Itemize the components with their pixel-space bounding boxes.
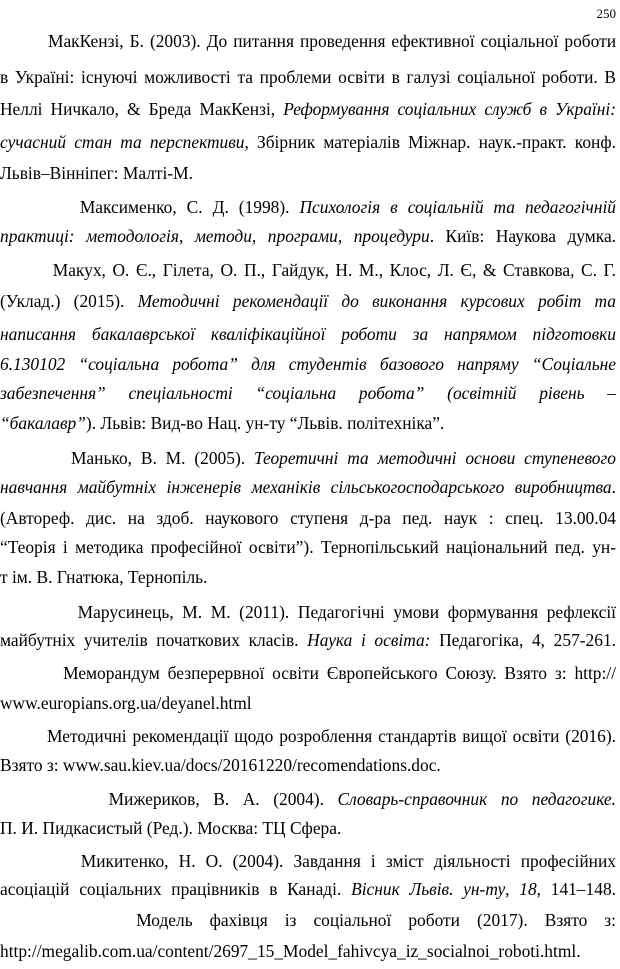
italic-text: забезпечення” спеціальності “соціальна робота” (: [0, 383, 453, 403]
italic-text: Методичні рекомендації до виконання курсових робіт та: [137, 291, 616, 311]
text-line: [0, 602, 616, 622]
text-line: [0, 910, 616, 930]
italic-text: навчання майбутніх інженерів механіків сільськогосподарського виробництва: [0, 477, 612, 497]
italic-text: 18: [519, 879, 537, 899]
text-line: [0, 789, 616, 809]
italic-text: Вісник Львів. ун-ту: [351, 879, 506, 899]
text-line: [0, 448, 616, 468]
text-span: т ім. В. Гнатюка, Тернопіль.: [0, 567, 208, 587]
text-line: [0, 851, 616, 871]
text-line: [0, 226, 616, 246]
text-line: [0, 31, 616, 51]
italic-text: Наука і освіта:: [307, 630, 431, 650]
text-line: [0, 291, 616, 311]
italic-text: Словарь-справочник по педагогике.: [337, 789, 616, 809]
text-span: Максименко, С. Д. (1998).: [0, 197, 300, 217]
text-line: [0, 818, 616, 838]
text-span: Макух, О. Є., Гілета, О. П., Гайдук, Н. М., Клос, Л. Є, & Ставкова, С. Г.: [0, 260, 616, 280]
text-line: [0, 508, 616, 528]
text-line: [0, 726, 616, 746]
text-span: П. И. Пидкасистый (Ред.). Москва: ТЦ Сфера.: [0, 818, 342, 838]
italic-text: сучасний стан та перспективи: [0, 132, 245, 152]
text-span: .: [611, 477, 616, 497]
text-span: www.europians.org.ua/deyanel.html: [0, 693, 252, 713]
text-line: [0, 879, 616, 899]
text-line: [0, 630, 616, 650]
text-line: [0, 354, 616, 374]
text-line: [0, 99, 616, 119]
text-line: [0, 383, 616, 403]
text-span: ). Львів: Вид-во Нац. ун-ту “Львів. політехніка”.: [85, 413, 445, 433]
text-span: Манько, В. М. (2005).: [0, 448, 254, 468]
text-span: . Київ: Наукова думка.: [429, 226, 617, 246]
text-line: [0, 567, 616, 587]
text-span: , Збірник матеріалів Міжнар. наук.-практ. конф.: [244, 132, 616, 152]
text-span: Неллі Ничкало, & Бреда МакКензі,: [0, 99, 284, 119]
text-span: “Теорія і методика професійної освіти”). Тернопільський національний пед. ун-: [0, 537, 616, 557]
text-line: [0, 413, 616, 433]
text-span: майбутніх учителів початкових класів.: [0, 630, 308, 650]
text-line: [0, 132, 616, 152]
text-span: асоціацій соціальних працівників в Канаді.: [0, 879, 352, 899]
text-span: , 141–148.: [536, 879, 616, 899]
text-span: ,: [505, 879, 520, 899]
italic-text: “бакалавр”: [0, 413, 86, 433]
text-line: [0, 693, 616, 713]
text-span: (Уклад.) (2015).: [0, 291, 138, 311]
text-span: Меморандум безперервної освіти Європейського Союзу. Взято з: http://: [0, 663, 616, 683]
italic-text: Реформування соціальних служб в Україні:: [283, 99, 616, 119]
italic-text: написання бакалаврської кваліфікаційної роботи за напрямом підготовки: [0, 324, 616, 344]
text-span: Педагогіка, 4, 257-261.: [430, 630, 616, 650]
text-span: Марусинець, М. М. (2011). Педагогічні умови формування рефлексії: [0, 602, 616, 622]
italic-text: 6.130102 “соціальна робота” для студентів базового напряму “Соціальне: [0, 354, 616, 374]
italic-text: практиці: методологія, методи, програми, процедури: [0, 226, 430, 246]
italic-text: освітній рівень –: [452, 383, 616, 403]
text-line: [0, 67, 616, 87]
text-line: [0, 163, 616, 183]
text-span: Львів–Вінніпег: Малті-М.: [0, 163, 193, 183]
text-span: (Автореф. дис. на здоб. наукового ступеня д-ра пед. наук : спец. 13.00.04: [0, 508, 616, 528]
text-line: [0, 663, 616, 683]
text-line: [0, 324, 616, 344]
page-number: 250: [596, 6, 616, 21]
text-line: [0, 260, 616, 280]
text-span: Взято з: www.sau.kiev.ua/docs/20161220/recomendations.doc.: [0, 755, 441, 775]
text-span: Модель фахівця із соціальної роботи (2017). Взято з:: [0, 910, 616, 930]
text-line: [0, 755, 616, 775]
text-span: Методичні рекомендації щодо розроблення стандартів вищої освіти (2016).: [0, 726, 616, 746]
text-line: [0, 477, 616, 497]
text-span: http://megalib.com.ua/content/2697_15_Model_fahivcya_iz_socialnoi_roboti.html.: [0, 941, 581, 961]
text-span: МакКензі, Б. (2003). До питання проведення ефективної соціальної роботи: [0, 31, 616, 51]
text-line: [0, 537, 616, 557]
italic-text: Психологія в соціальній та педагогічній: [299, 197, 617, 217]
italic-text: Теоретичні та методичні основи ступеневого: [253, 448, 616, 468]
text-span: Мижериков, В. А. (2004).: [0, 789, 338, 809]
text-line: [0, 941, 616, 961]
text-span: в Україні: існуючі можливості та проблеми освіти в галузі соціальної роботи. В: [0, 67, 616, 87]
text-span: Микитенко, Н. О. (2004). Завдання і зміст діяльності професійних: [0, 851, 616, 871]
text-line: [0, 197, 616, 217]
